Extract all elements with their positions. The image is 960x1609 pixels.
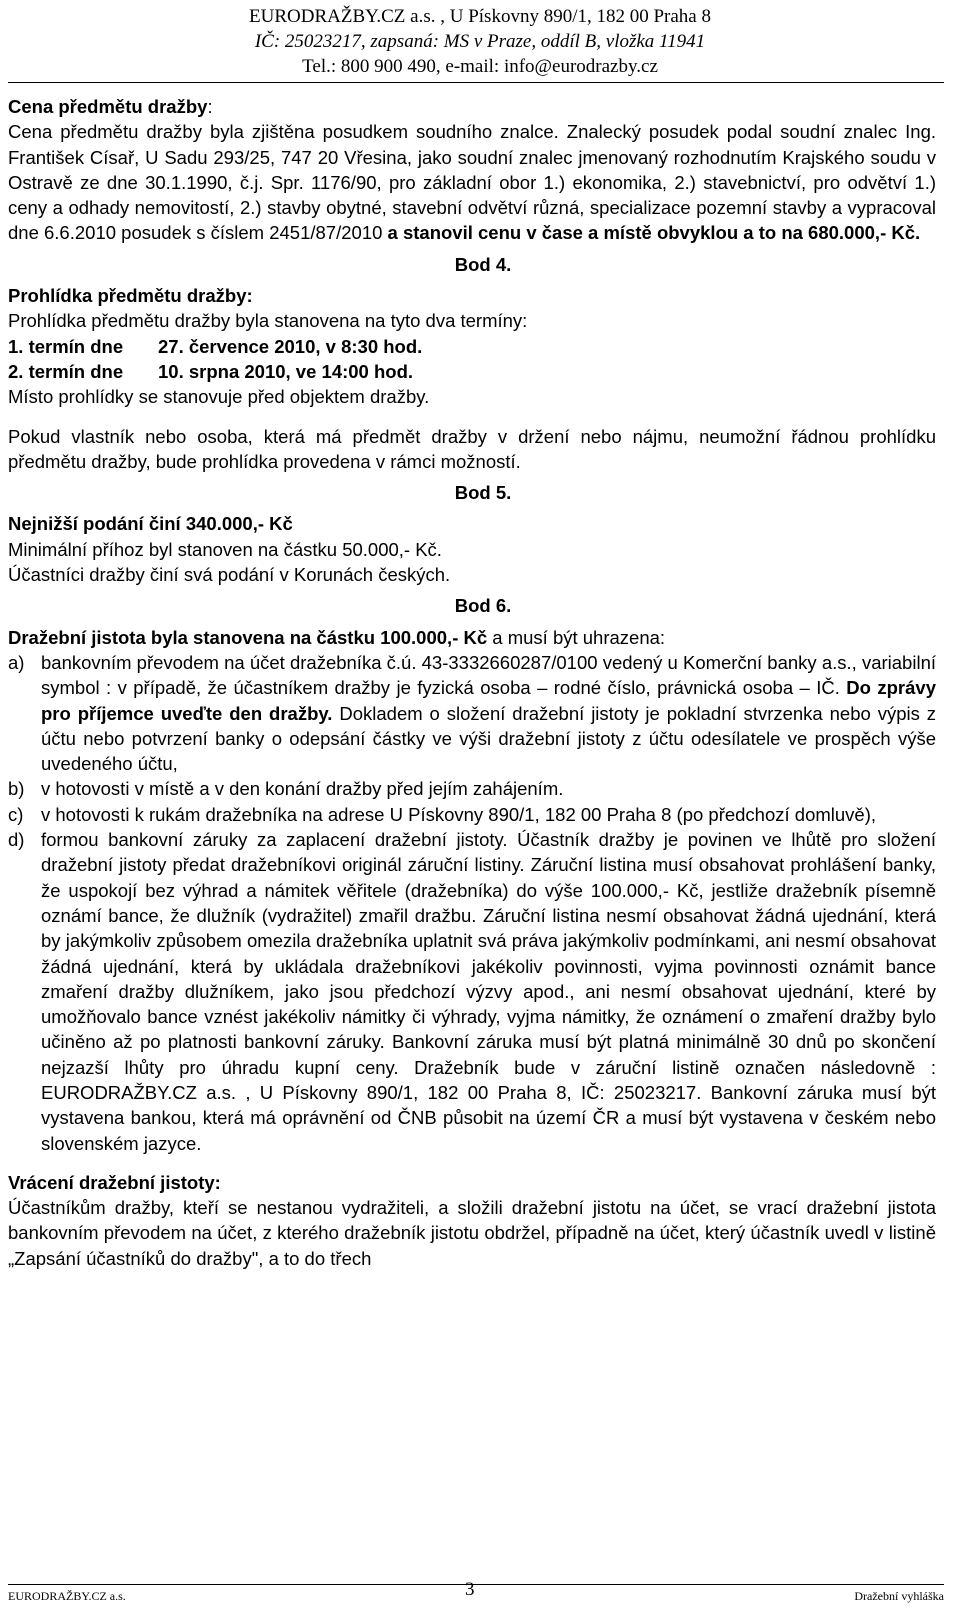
- prohlidka-intro: Prohlídka předmětu dražby byla stanovena na tyto dva termíny:: [8, 310, 528, 332]
- deposit-option-c: c) v hotovosti k rukám dražebníka na adrese U Pískovny 890/1, 182 00 Praha 8 (po předchozí domluvě),: [8, 803, 877, 825]
- bod-6-label: Bod 6.: [454, 595, 512, 617]
- lowest-bid: Nejnižší podání činí 340.000,- Kč: [8, 513, 293, 535]
- deposit-option-b: b) v hotovosti v místě a v den konání dražby před jejím zahájením.: [8, 778, 564, 800]
- vraceni-paragraph: Účastníkům dražby, kteří se nestanou vydražiteli, a složili dražební jistotu na účet, se vrací dražební jistota bankovním převodem na účet, z kterého dražebník jistotu obdržel, případně na účet, který účastník uvedl v listině „Zapsání účastníků do dražby", a to do třech: [8, 1197, 936, 1269]
- viewing-term-2: 2. termín dne 10. srpna 2010, ve 14:00 hod.: [8, 360, 414, 382]
- document-body: [8, 94, 936, 1271]
- section-heading-vraceni: Vrácení dražební jistoty:: [8, 1171, 221, 1193]
- min-increment: Minimální příhoz byl stanoven na částku 50.000,- Kč.: [8, 538, 442, 560]
- prohlidka-place: Místo prohlídky se stanovuje před objektem dražby.: [8, 386, 430, 408]
- bod-5-label: Bod 5.: [454, 482, 512, 504]
- page-number: 3: [465, 1579, 475, 1600]
- section-heading-cena: Cena předmětu dražby:: [8, 96, 213, 117]
- footer-divider: [8, 1584, 944, 1585]
- deposit-option-d: d) formou bankovní záruky za zaplacení dražební jistoty. Účastník dražby je povinen ve lhůtě pro složení dražební jistoty předat dražebníkovi originál záruční listiny. Záruční listina musí obsahovat prohlášení banky, že uspokojí bez výhrad a námitek věřitele (dražebníka) do výše 100.000,- Kč, jestliže dražebník písemně oznámí bance, že dlužník (vydražitel) zmařil dražbu. Záruční listina nesmí obsahovat žádná ujednání, která by jakýmkoliv způsobem omezila dražebníka uplatnit svá práva jakýmkoliv podmínkami, ani nesmí obsahovat žádná ujednání, která by ukládala dražebníkovi jakékoliv povinnosti, vyjma povinnosti oznámit bance zmaření dražby dlužníkem, jako jsou předchozí výzvy apod., ani nesmí obsahovat ujednání, které by umožňovalo bance vznést jakékoliv námitky či výhrady, vyjma námitky, že oznámení o zmaření dražby bylo učiněno až po platnosti bankovní záruky. Bankovní záruka musí být platná minimálně 30 dnů po skončení nejzazší lhůty pro úhradu kupní ceny. Dražebník bude v záruční listině označen následovně : EURODRAŽBY.CZ a.s. , U Pískovny 890/1, 182 00 Praha 8, IČ: 25023217. Bankovní záruka musí být vystavena bankou, která má oprávnění od ČNB působit na území ČR a musí být vystavena v českém nebo slovenském jazyce.: [8, 829, 936, 1154]
- cena-paragraph: Cena předmětu dražby byla zjištěna posudkem soudního znalce. Znalecký posudek podal soudní znalec Ing. František Císař, U Sadu 293/25, 747 20 Vřesina, jako soudní znalec jmenovaný rozhodnutím Krajského soudu v Ostravě ze dne 30.1.1990, č.j. Spr. 1176/90, pro základní obor 1.) ekonomika, 2.) stavebnictví, pro odvětví 1.) ceny a odhady nemovitostí, 2.) stavby obytné, stavební odvětví různá, specializace pozemní stavby a vypracoval dne 6.6.2010 posudek s číslem 2451/87/2010 a stanovil cenu v čase a místě obvyklou a to na 680.000,- Kč.: [8, 121, 936, 244]
- bid-currency: Účastníci dražby činí svá podání v Korunách českých.: [8, 564, 451, 586]
- footer-document-title: Dražební vyhláška: [854, 1589, 944, 1603]
- letterhead: [0, 4, 960, 79]
- bod-4-label: Bod 4.: [454, 253, 512, 275]
- footer-company: EURODRAŽBY.CZ a.s.: [8, 1589, 126, 1603]
- deposit-intro: Dražební jistota byla stanovena na částku 100.000,- Kč a musí být uhrazena:: [8, 626, 666, 648]
- section-heading-prohlidka: Prohlídka předmětu dražby:: [8, 285, 253, 307]
- deposit-option-a: a) bankovním převodem na účet dražebníka č.ú. 43-3332660287/0100 vedený u Komerční banky a.s., variabilní symbol : v případě, že účastníkem dražby je fyzická osoba – rodné číslo, právnická osoba – IČ. Do zprávy pro příjemce uveďte den dražby. Dokladem o složení dražební jistoty je pokladní stvrzenka nebo výpis z účtu nebo potvrzení banky o odepsání částky ve výši dražební jistoty z účtu odesílatele ve prospěch výše uvedeného účtu,: [8, 651, 936, 775]
- letterhead-registration-line: IČ: 25023217, zapsaná: MS v Praze, oddíl B, vložka 11941: [254, 31, 706, 52]
- header-divider: [8, 82, 944, 83]
- viewing-term-1: 1. termín dne 27. července 2010, v 8:30 hod.: [8, 335, 423, 357]
- letterhead-contact-line: Tel.: 800 900 490, e-mail: info@eurodrazby.cz: [302, 56, 658, 77]
- prohlidka-note: Pokud vlastník nebo osoba, která má předmět dražby v držení nebo nájmu, neumožní řádnou prohlídku předmětu dražby, bude prohlídka provedena v rámci možností.: [8, 425, 936, 472]
- letterhead-company-line: EURODRAŽBY.CZ a.s. , U Pískovny 890/1, 182 00 Praha 8: [249, 6, 711, 27]
